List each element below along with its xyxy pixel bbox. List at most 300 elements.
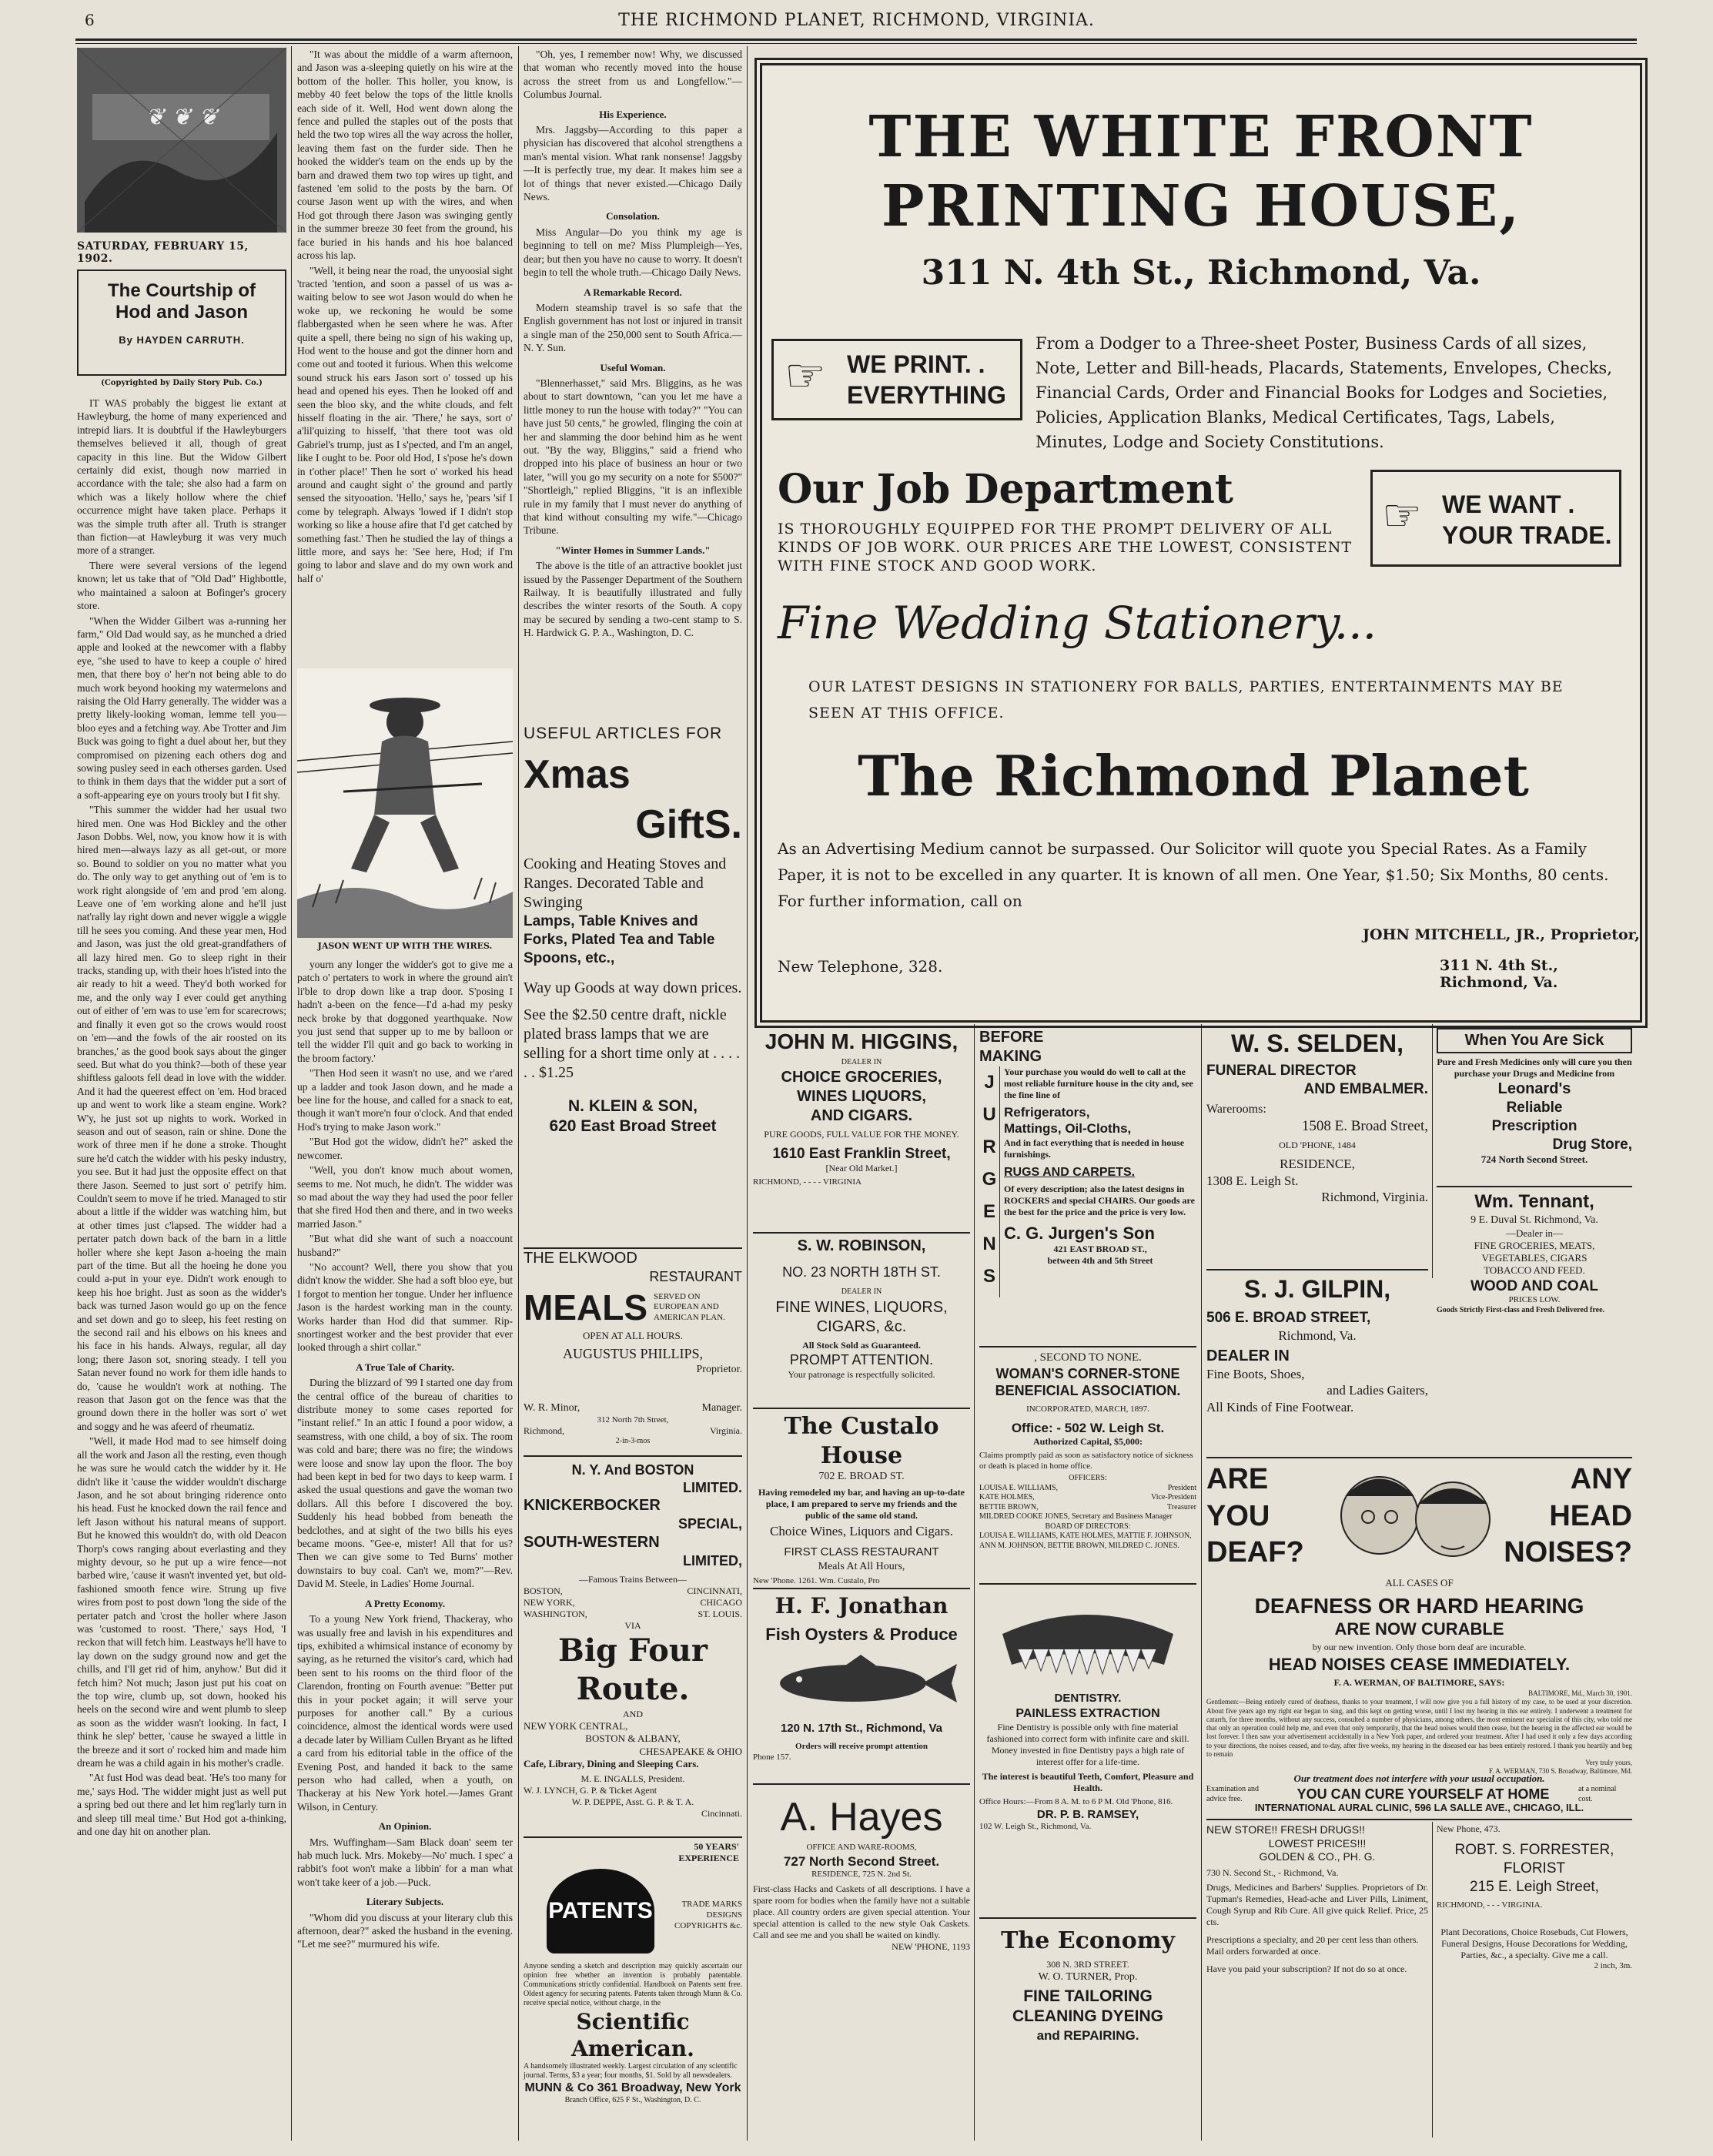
item-heading: Literary Subjects. <box>366 1896 444 1908</box>
bigfour-city-line: Cincinnati. <box>701 1808 742 1819</box>
jurgens-refrig: Refrigerators, <box>1004 1105 1090 1120</box>
wa-directors: LOUISA E. WILLIAMS, KATE HOLMES, MATTIE F. JOHNSON, ANN M. JOHNSON, BETTIE BROWN, MILDRED C. JONES. <box>979 1532 1192 1550</box>
header-rule <box>75 38 1637 41</box>
deaf-by: by our new invention. Only those born deaf are incurable. <box>1312 1642 1527 1652</box>
golden-new: NEW STORE!! FRESH DRUGS!! <box>1206 1823 1365 1836</box>
ad-separator <box>979 1917 1196 1919</box>
wa-officer: LOUISA E. WILLIAMS, <box>979 1483 1059 1492</box>
story-paragraph: "Well, it made Hod mad to see himself doing all the work and Jason all the resting, even though he was sure he would catch the widder by it. He didn't like it 'cause the widder wouldn't discharge Jason, and he sot about bringing riderence onto his head. Fust he knocked down the rail fence and left Jason without his natural means of support. But he knowed this wouldn't do, with old Deacon Thorp's cows ranging about everlasting and they mighty devour, so he put up a wire fence—not barbed wire, 'cause it wasn't invented yet, but old-fashioned smooth fence wire. Strung up five wires from post to post down 'long the side of the pertater patch and 'crost the holler where Jason was 'customed to roost. 'There,' says Hod, 'I reckon that will fetch him. Leastways he'll have to lay down on the sudgy ground now and get the chills, and I'll get rid of him, anyhow.' But did it fetch him? Not much; Jason just put his coat on the top wire, clumb up, sot down, hooked his heels on the second wire and went plumb to sleep as soon as the widder wasn't looking. In fact, I think he slep' better, 'cause he swayed a little in the breeze and it sort o' rocked him and made him dream he was a child again in his mother's cradle. <box>77 1435 286 1769</box>
golden-ad <box>1206 1823 1428 2139</box>
bigfour-route: Big Four Route. <box>558 1632 708 1707</box>
robinson-all: All Stock Sold as Guaranteed. <box>802 1340 921 1351</box>
jurgens-letter: S <box>982 1266 995 1287</box>
wf-designs: OUR LATEST DESIGNS IN STATIONERY FOR BALLS, PARTIES, ENTERTAINMENTS MAY BE SEEN AT THIS OFFICE. <box>808 678 1564 721</box>
story-title-1: The Courtship of <box>108 280 256 301</box>
item-heading: Consolation. <box>606 210 660 223</box>
svg-text:❦ ❦ ❦: ❦ ❦ ❦ <box>145 104 219 131</box>
wa-name: WOMAN'S CORNER-STONE <box>995 1365 1180 1381</box>
bigfour-line4: SPECIAL, <box>678 1516 742 1532</box>
patents-body: Anyone sending a sketch and description may quickly ascertain our opinion free whether an invention is probably patentable. Communications strictly confidential. Handbook on Patents sent free. Oldest agency for securing patents. Patents taken through Munn & Co. receive special notice, without charge, in the <box>524 1962 742 2008</box>
custalo-meals: Meals At All Hours, <box>818 1560 905 1572</box>
gilpin-ad <box>1206 1274 1428 1455</box>
item-text: The above is the title of an attractive booklet just issued by the Passenger Department of the Southern Railway. It is beautifully illustrated and fully describes the winter resorts of the South. A copy may be secured by sending a two-cent stamp to S. H. Hardwick G. P. A., Washington, D. C. <box>524 560 742 639</box>
economy-address: 308 N. 3RD STREET. <box>1046 1958 1129 1970</box>
story-paragraph: "At fust Hod was dead beat. 'He's too many for me,' says Hod. 'The widder might just as well put a spring bed out there and let him reg'larly turn in and sleep till meal time.' But Hod got a-thinking, and one day hit on another plan. <box>77 1772 286 1838</box>
wf-description: From a Dodger to a Three-sheet Poster, Business Cards of all sizes, Note, Letter and Bill-heads, Placards, Statements, Envelopes, Checks, Financial Cards, Order and Financial Books for Lodges and Societies, Policies, Application Blanks, Medical Certificates, Tags, Labels, Minutes, Lodge and Society Constitutions. <box>1035 334 1612 451</box>
item-text: During the blizzard of '99 I started one day from the central office of the bureau of charities to distribute money to some cases reported for "instant relief." In an attic I found a poor widow, a seamstress, with one child, a boy of six. The room was cold and bare; there was no fire; the windows were loose and snow lay upon the floor. The boy had been kept in bed for two days to keep warm. I asked the usual questions and gave the woman two dollars. All this before I discovered the boy. Suddenly his head bobbed from beneath the bedclothes, and at sight of the two bills his eyes became moons. "Gee-e, mister! All that for us? Then we can give some to Ted Burns' mother downstairs to buy coal. Can't we, mom?"—Rev. David M. Steele, in Ladies' Home Journal. <box>297 1377 513 1590</box>
golden-prescriptions: Prescriptions a specialty, and 20 per cent less than others. Mail orders forwarded at once. <box>1206 1933 1419 1957</box>
bigfour-city: BOSTON, <box>524 1585 563 1596</box>
wf-advertising: As an Advertising Medium cannot be surpassed. Our Solicitor will quote you Special Rates. As a Family Paper, it is not to be excelled in any quarter. It is known of all men. One Year, $1.50; Six Months, 80 cents. For further information, call on <box>778 839 1609 910</box>
dentistry-address: 102 W. Leigh St., Richmond, Va. <box>979 1822 1092 1832</box>
wa-claims: Claims promptly paid as soon as satisfactory notice of sickness or death is placed in home office. <box>979 1450 1193 1471</box>
bigfour-city: WASHINGTON, <box>524 1609 587 1619</box>
bigfour-line1: N. Y. And BOSTON <box>571 1462 694 1478</box>
wf-proprietor: JOHN MITCHELL, JR., Proprietor, <box>1363 926 1640 943</box>
wa-officer-title: Treasurer <box>1167 1502 1196 1512</box>
item-text: To a young New York friend, Thackeray, who was usually free and lavish in his expenditures and tips, exhibited a whimsical instance of economy by saying, as he returned the visitor's card, which had been sent to his rooms on the third floor of the Clarendon, fronting on Fourth avenue: "Better put this in your pocket again; it will serve your purposes for another call." By a curious coincidence, almost the identical words were used a decade later by William Cullen Bryant as he lifted a card from his editorial table in the office of the Evening Post, and handed it back to the same person who had called, when a youth, on Thackeray at his New York hotel.—James Grant Wilson, in Century. <box>297 1613 513 1813</box>
jonathan-phone: Phone 157. <box>753 1753 791 1762</box>
story-paragraph: "But Hod got the widow, didn't he?" asked the newcomer. <box>297 1136 513 1161</box>
wf-title-1: THE WHITE FRONT <box>868 104 1534 170</box>
deaf-head-noises: HEAD NOISES CEASE IMMEDIATELY. <box>1268 1655 1571 1674</box>
deaf-nominal: at a nominal cost. <box>1578 1785 1617 1803</box>
elkwood-address: 312 North 7th Street, <box>597 1414 669 1424</box>
tennant-dealer: —Dealer in— <box>1505 1227 1563 1239</box>
jonathan-orders: Orders will receive prompt attention <box>795 1742 928 1752</box>
wa-officer-title: President <box>1167 1483 1196 1492</box>
xmas-useful: USEFUL ARTICLES FOR <box>524 725 723 742</box>
bigfour-p2: W. J. LYNCH, G. P. & Ticket Agent <box>524 1785 657 1796</box>
leonard-address: 724 North Second Street. <box>1480 1153 1588 1166</box>
dentistry-body: Fine Dentistry is possible only with fine material fashioned into correct form with infinite care and skill. Money invested in fine Dentistry pays a high rate of interest offer for a life-time. <box>986 1721 1189 1767</box>
dentistry-ad <box>979 1588 1196 1915</box>
selden-res: RESIDENCE, <box>1280 1157 1355 1172</box>
wa-officer-title: Vice-President <box>1151 1493 1196 1502</box>
higgins-near: [Near Old Market.] <box>825 1163 898 1174</box>
deaf-yours: Very truly yours, <box>1585 1759 1632 1766</box>
wf-job-dept: Our Job Department <box>778 466 1233 513</box>
economy-clean: CLEANING DYEING <box>1012 2007 1163 2026</box>
robinson-prompt: PROMPT ATTENTION. <box>789 1352 934 1368</box>
elkwood-meals: MEALS <box>524 1287 647 1327</box>
deaf-date: BALTIMORE, Md., March 30, 1901. <box>1528 1689 1632 1697</box>
bigfour-via: VIA <box>624 1620 641 1631</box>
robinson-line1: FINE WINES, LIQUORS, <box>775 1299 948 1316</box>
item-text: Mrs. Wuffingham—Sam Black doan' seem ter hab much luck. Mrs. Mokeby—No' much. I spec' a rabbit's foot won't make a libbin' for a man what won't take keer of a job.—Puck. <box>297 1836 513 1888</box>
bigfour-city: NEW YORK, <box>524 1597 575 1608</box>
ad-separator <box>1206 1269 1428 1270</box>
higgins-city: RICHMOND, - - - - VIRGINIA <box>753 1177 862 1187</box>
robinson-dealer: DEALER IN <box>841 1287 882 1296</box>
wf-print-2: EVERYTHING <box>847 381 1006 409</box>
bigfour-line3: KNICKERBOCKER <box>524 1497 661 1514</box>
patents-branch: Branch Office, 625 F St., Washington, D. C. <box>564 2096 701 2105</box>
item-text: Miss Angular—Do you think my age is beginning to tell on me? Miss Plumpleigh—Yes, dear; but then you have no cause to worry. It doesn't begin to tell the whole truth.—Chicago Daily News. <box>524 226 742 279</box>
deaf-letter: Gentlemen:—Being entirely cured of deafness, thanks to your treatment, I will now give you a full history of my case, to be used at your discretion. About five years ago my right ear began to sing, and this kept on getting worse, until I lost my hearing in this ear entirely. I underwent a treatment for catarrh, for three months, without any success, consulted a number of physicians, among others, the most eminent ear specialist of this city, who told me that only an operation could help me, and even that only temporarily, that the head noises would then cease, but the hearing in the affected ear would be lost forever. I then saw your advertisement accidentally in a New York paper, and ordered your treatment. After I had used it only a few days according to your directions, the noises ceased, and to-day, after five weeks, my hearing in the diseased ear has been entirely restored. I thank you heartily and beg to remain <box>1206 1698 1632 1758</box>
column-rule <box>747 46 748 2141</box>
xmas-body: Cooking and Heating Stoves and Ranges. Decorated Table and Swinging <box>524 855 727 912</box>
tennant-line4: WOOD AND COAL <box>1470 1277 1599 1294</box>
custalo-body: Having remodeled my bar, and having an up-to-date place, I am prepared to serve my friends and the public of the same old stand. <box>758 1486 965 1521</box>
jurgens-name: C. G. Jurgen's Son <box>1004 1223 1155 1243</box>
bigfour-p1: M. E. INGALLS, President. <box>580 1773 685 1784</box>
higgins-line3: AND CIGARS. <box>810 1106 913 1124</box>
story-paragraph: "No account? Well, there you show that you didn't know the widder. She had a soft bloo eye, but I forgot to mention her tongue. Under her influence Jason is the hardest working man in the county. Works harder than Hod did that summer. Rip-snortingest worker and the best provider that ever looked through a shirt collar." <box>297 1260 513 1354</box>
bigfour-city: ST. LOUIS. <box>698 1609 742 1619</box>
wa-officers: OFFICERS: <box>1069 1474 1107 1483</box>
wa-assoc: BENEFICIAL ASSOCIATION. <box>995 1383 1181 1399</box>
gifts-title: GiftS. <box>635 802 742 848</box>
jurgens-body-3: Of every description; also the latest designs in ROCKERS and special CHAIRS. Our goods are the best for the price and the price is very low. <box>1004 1183 1195 1217</box>
patents-ad <box>524 1836 742 2142</box>
jurgens-making: MAKING <box>979 1048 1042 1065</box>
deaf-any: ANY <box>1570 1463 1632 1495</box>
bigfour-line6: LIMITED, <box>683 1552 742 1568</box>
xmas-way: Way up Goods at way down prices. <box>524 979 742 996</box>
forrester-name: ROBT. S. FORRESTER, <box>1454 1842 1614 1858</box>
selden-res-address: 1308 E. Leigh St. <box>1206 1173 1299 1188</box>
deaf-treatment: Our treatment does not interfere with your usual occupation. <box>1293 1773 1545 1784</box>
higgins-address: 1610 East Franklin Street, <box>772 1145 951 1162</box>
jurgens-body-2: And in fact everything that is needed in house furnishings. <box>1004 1137 1185 1160</box>
bigfour-ba: BOSTON & ALBANY, <box>585 1732 681 1745</box>
higgins-ad <box>753 1028 970 1228</box>
ad-separator <box>1437 1186 1632 1187</box>
wf-want-2: YOUR TRADE. <box>1442 521 1612 549</box>
jonathan-address: 120 N. 17th St., Richmond, Va <box>780 1721 943 1735</box>
wf-job-desc: IS THOROUGHLY EQUIPPED FOR THE PROMPT DELIVERY OF ALL KINDS OF JOB WORK. OUR PRICES ARE THE LOWEST, CONSISTENT WITH FINE STOCK AND GOOD WORK. <box>778 521 1353 574</box>
gilpin-city: Richmond, Va. <box>1278 1327 1357 1343</box>
deaf-signature: F. A. WERMAN, 730 S. Broadway, Baltimore, Md. <box>1488 1767 1632 1776</box>
deaf-clinic: INTERNATIONAL AURAL CLINIC, 596 LA SALLE AVE., CHICAGO, ILL. <box>1254 1802 1584 1813</box>
hayes-phone: NEW 'PHONE, 1193 <box>892 1940 970 1952</box>
bigfour-nyc: NEW YORK CENTRAL, <box>524 1720 628 1732</box>
higgins-line2: WINES LIQUORS, <box>797 1087 926 1105</box>
story-paragraph: "Well, it being near the road, the unyoosial sight 'tracted 'tention, and soon a passel of us was a-waiting below to see wot Jason would do when he woke up, we reckoning he would be some flabbergasted when he seen where he was. After quite a spell, there being no sign of his waking up, Hod went to the house and got the dinner horn and come out and tooted it furious. When this welcome sound struck his ears Jason sort o' tossed up his head and opened his eyes. Then he looked off and seen the bloo sky, and the white clouds, and felt hisself floating in the air. 'There,' he says, sort o' a'lil'quizing to hisself, 'that there toot was old Gabriel's trump, just as I s'pected, and I'm an angel, like I ought to be. Poor old Hod, I s'pose he's down in t'other place!' Then he sort o' worked his head around and caught sight o' the ground and partly sensed the sityooation. 'Hello,' says he, 'pears 'sif I come by telegraph. Always 'lowed if I didn't stop working so like a house afire that I'd get catched by something fast.' Then he studied the lay of things a little more, and says he: 'See here, Hod; if I'm going to labor and slave and do my own work and half o' <box>297 264 513 584</box>
leonard-reliable: Reliable <box>1506 1100 1563 1116</box>
bigfour-co: CHESAPEAKE & OHIO <box>639 1745 742 1757</box>
dentures-icon <box>979 1603 1196 1688</box>
hayes-address: 727 North Second Street. <box>783 1853 940 1869</box>
jurgens-letter: G <box>982 1169 997 1190</box>
listening-faces-icon <box>1306 1461 1522 1577</box>
forrester-phone: New Phone, 473. <box>1437 1823 1501 1834</box>
selden-name: W. S. SELDEN, <box>1230 1029 1404 1057</box>
hayes-residence: RESIDENCE, 725 N. 2nd St. <box>811 1870 912 1879</box>
selden-fd: FUNERAL DIRECTOR <box>1206 1063 1357 1079</box>
dentistry-interest: The interest is beautiful Teeth, Comfort, Pleasure and Health. <box>982 1770 1194 1793</box>
story-paragraph: There were several versions of the legend known; let us take that of "Old Dad" Highbottle, who maintained a saloon at Bofinger's grocery store. <box>77 559 286 612</box>
selden-ad <box>1206 1028 1428 1267</box>
story-title-box <box>77 270 286 376</box>
wa-inc: INCORPORATED, MARCH, 1897. <box>1026 1404 1149 1414</box>
man-figure-icon: ☞ <box>1382 489 1422 541</box>
wf-title-2: PRINTING HOUSE, <box>881 173 1521 239</box>
wf-we-print-box <box>771 339 1022 420</box>
bigfour-city: CHICAGO <box>700 1597 742 1608</box>
item-heading: A True Tale of Charity. <box>356 1361 454 1373</box>
economy-fine: FINE TAILORING <box>1023 1987 1153 2005</box>
vignette-illustration <box>77 48 286 233</box>
tennant-line1: FINE GROCERIES, MEATS, <box>1474 1239 1595 1251</box>
jurgens-between: between 4th and 5th Street <box>1047 1255 1153 1266</box>
gilpin-line1: Fine Boots, Shoes, <box>1206 1367 1305 1381</box>
elkwood-term: 2-in-3-mos <box>615 1437 651 1446</box>
elkwood-open: OPEN AT ALL HOURS. <box>582 1330 684 1341</box>
selden-address: 1508 E. Broad Street, <box>1301 1117 1428 1134</box>
xmas-body-2: Lamps, Table Knives and Forks, Plated Tea and Table Spoons, etc., <box>524 913 715 966</box>
elkwood-ad <box>524 1247 742 1403</box>
patents-weekly: A handsomely illustrated weekly. Largest circulation of any scientific journal. Terms, $3 a year; four months, $1. Sold by all newsdealers. <box>524 2062 738 2081</box>
tennant-line2: VEGETABLES, CIGARS <box>1481 1252 1588 1264</box>
jurgens-ad <box>979 1028 1196 1344</box>
golden-body: Drugs, Medicines and Barbers' Supplies. Proprietors of Dr. Tupman's Remedies, Head-ache and Liver Pills, Liniment, Cough Syrup and Rib Cure. All give quick Relief. Price, 25 cts. <box>1206 1881 1428 1927</box>
wa-officer: BETTIE BROWN, <box>979 1502 1039 1512</box>
column-rule <box>291 46 292 2141</box>
jurgens-matt: Mattings, Oil-Cloths, <box>1004 1121 1132 1137</box>
bigfour-and: AND <box>623 1709 643 1719</box>
column-rule <box>1432 1024 1433 1278</box>
item-heading: A Remarkable Record. <box>584 286 682 298</box>
tennant-name: Wm. Tennant, <box>1474 1191 1594 1212</box>
deaf-curable: ARE NOW CURABLE <box>1334 1619 1504 1639</box>
leonard-ad <box>1437 1028 1632 1182</box>
forrester-body: Plant Decorations, Choice Rosebuds, Cut Flowers, Funeral Designs, House Decorations for Wedding, Parties, &c., a specialty. Give me a call. <box>1440 1927 1628 1960</box>
issue-date: SATURDAY, FEBRUARY 15, 1902. <box>77 240 249 265</box>
story-paragraph: "Then Hod seen it wasn't no use, and we r'ared up a ladder and took Jason down, and he made a bee line for the house, and called for a snack to eat, though it wan't more'n four o'clock. And that ended Hod's trying to make Jason work." <box>297 1067 513 1133</box>
ad-separator <box>753 1588 970 1589</box>
custalo-first: FIRST CLASS RESTAURANT <box>784 1545 939 1558</box>
story-column-2 <box>297 48 513 664</box>
jason-illustration <box>297 668 513 938</box>
jurgens-letter: E <box>982 1201 995 1222</box>
wf-richmond-planet: The Richmond Planet <box>858 743 1529 808</box>
economy-owner: W. O. TURNER, Prop. <box>1038 1970 1138 1983</box>
gilpin-line3: All Kinds of Fine Footwear. <box>1206 1399 1354 1414</box>
economy-name: The Economy <box>1001 1927 1175 1954</box>
xmas-centre: See the $2.50 centre draft, nickle plated brass lamps that we are selling for a short time only at . . . . . . $1.25 <box>524 1006 741 1081</box>
leonard-body: Pure and Fresh Medicines only will cure you then purchase your Drugs and Medicine from <box>1437 1056 1632 1079</box>
ad-separator <box>753 1783 970 1785</box>
tennant-line3: TOBACCO AND FEED. <box>1484 1264 1585 1277</box>
story-title-2: Hod and Jason <box>115 302 249 323</box>
forrester-city: RICHMOND, - - - VIRGINIA. <box>1437 1900 1543 1910</box>
column-rule <box>974 1024 975 2141</box>
tennant-goods: Goods Strictly First-class and Fresh Delivered free. <box>1437 1306 1605 1314</box>
item-heading: An Opinion. <box>378 1820 432 1833</box>
item-text: "Whom did you discuss at your literary club this afternoon, dear?" asked the husband in the evening. "Let me see?" murmured his wife. <box>297 1911 513 1950</box>
wf-we-want-box <box>1370 470 1621 567</box>
patents-marks: TRADE MARKS <box>681 1900 742 1909</box>
dentistry-painless: PAINLESS EXTRACTION <box>1015 1706 1160 1720</box>
header-rule-thin <box>75 43 1637 44</box>
tennant-low: PRICES LOW. <box>1508 1295 1561 1305</box>
story-paragraph: "Well, you don't know much about women, seems to me. Not much, he didn't. The widder was so mad about the way they had used the poor feller that she fired Hod then and there, and in two weeks married Jason." <box>297 1164 513 1230</box>
item-heading: Useful Woman. <box>600 361 666 373</box>
custalo-address: 702 E. BROAD ST. <box>818 1471 905 1482</box>
wf-telephone: New Telephone, 328. <box>778 957 943 976</box>
item-heading: A Pretty Economy. <box>364 1597 446 1609</box>
deaf-all: ALL CASES OF <box>1385 1577 1454 1589</box>
ad-separator <box>1206 1819 1632 1820</box>
ad-separator <box>979 1583 1196 1585</box>
big-four-ad <box>524 1455 742 1838</box>
forrester-florist: FLORIST <box>1503 1860 1566 1876</box>
tennant-address: 9 E. Duval St. Richmond, Va. <box>1470 1214 1598 1226</box>
gilpin-name: S. J. GILPIN, <box>1243 1275 1391 1303</box>
story-column-2-cont <box>297 958 513 2141</box>
selden-phone: OLD 'PHONE, 1484 <box>1279 1140 1356 1151</box>
elkwood-served: SERVED ON EUROPEAN AND AMERICAN PLAN. <box>654 1291 725 1323</box>
item-heading: "Winter Homes in Summer Lands." <box>555 544 711 556</box>
jurgens-letter: U <box>982 1104 996 1125</box>
deafness-ad <box>1206 1461 1632 1816</box>
deaf-werman: F. A. WERMAN, OF BALTIMORE, SAYS: <box>1333 1677 1505 1688</box>
story-column-1 <box>77 397 286 2141</box>
item-text: "Oh, yes, I remember now! Why, we discussed that woman who recently moved into the house across the street from us and Longfellow."—Columbus Journal. <box>524 49 742 101</box>
deaf-cure: YOU CAN CURE YOURSELF AT HOME <box>1296 1786 1550 1803</box>
patents-copy: COPYRIGHTS &c. <box>674 1920 742 1930</box>
item-text: "Blennerhasset," said Mrs. Bliggins, as he was about to start downtown, "can you let me have a little money to run the house with today?" "You can have just 50 cents," he growled, flinging the coin at her and slamming the door behind him as he went out. "By the way, Bliggins," said a friend who dropped into his place of business an hour or two later, "will you go my security on a note for $500?" "Shortleigh," replied Bliggins, "it is an inflexible rule in my family that I must never do anything of that kind without consulting my wife."—Chicago Tribune. <box>524 377 742 537</box>
column-rule <box>518 46 519 2141</box>
selden-ware: Warerooms: <box>1206 1102 1266 1116</box>
hayes-office: OFFICE AND WARE-ROOMS, <box>806 1843 917 1852</box>
jurgens-letter: J <box>984 1072 995 1093</box>
leonard-store: Drug Store, <box>1552 1136 1632 1153</box>
gilpin-line2: and Ladies Gaiters, <box>1327 1383 1428 1398</box>
bigfour-trains: —Famous Trains Between— <box>578 1574 687 1585</box>
patents-designs: DESIGNS <box>706 1910 742 1920</box>
dentistry-hours: Office Hours:—From 8 A. M. to 6 P M. Old 'Phone, 816. <box>979 1796 1173 1806</box>
story-paragraph: "But what did she want of such a noaccount husband?" <box>297 1233 513 1258</box>
item-text: Mrs. Jaggsby—According to this paper a physician has discovered that alcohol strengthens a man's mental vision. What rank nonsense! Jaggsby—It is perfectly true, my dear. It makes him see a lot of things that never existed.—Chicago Daily News. <box>524 124 742 203</box>
bigfour-p3: W. P. DEPPE, Asst. G. P. & T. A. <box>571 1796 694 1807</box>
golden-address: 730 N. Second St., - Richmond, Va. <box>1206 1866 1339 1878</box>
xmas-title: Xmas <box>524 752 631 798</box>
jurgens-address: 421 EAST BROAD ST., <box>1053 1244 1147 1254</box>
wf-address: 311 N. 4th St., Richmond, Va. <box>921 253 1481 293</box>
hayes-body: First-class Hacks and Caskets of all descriptions. I have a spare room for bodies when the family have not a suitable place. All country orders are given special attention. Your special attention is called to the new style Oak Caskets. Call and see me and you shall be waited on kindly. <box>753 1883 970 1940</box>
heartstrings-vignette <box>77 48 286 233</box>
column-rule <box>1432 1822 1433 2138</box>
column-rule <box>1201 1024 1202 2141</box>
hayes-ad <box>753 1788 970 2138</box>
patents-lamp-emblem <box>547 1869 654 1953</box>
elkwood-owner: AUGUSTUS PHILLIPS, <box>562 1346 704 1362</box>
gilpin-address: 506 E. BROAD STREET, <box>1206 1310 1371 1326</box>
deaf-head: HEAD <box>1549 1499 1632 1532</box>
elkwood-city: Richmond, <box>524 1425 564 1437</box>
xmas-gifts-ad <box>524 724 742 1247</box>
economy-ad <box>979 1922 1196 2114</box>
wa-board: BOARD OF DIRECTORS: <box>1045 1522 1131 1531</box>
golden-subscription: Have you paid your subscription? If not do so at once. <box>1206 1963 1407 1974</box>
deaf-exam: Examination and advice free. <box>1206 1785 1260 1803</box>
paper-title: THE RICHMOND PLANET, RICHMOND, VIRGINIA. <box>618 11 1095 30</box>
wa-office: Office: - 502 W. Leigh St. <box>1011 1420 1165 1435</box>
gilpin-dealer: DEALER IN <box>1206 1348 1290 1364</box>
jurgens-letter: N <box>982 1234 996 1254</box>
robinson-name: S. W. ROBINSON, <box>797 1237 926 1254</box>
wa-capital: Authorized Capital, $5,000: <box>1033 1435 1143 1447</box>
womans-association-ad <box>979 1351 1196 1582</box>
ad-separator <box>753 1408 970 1409</box>
xmas-address: 620 East Broad Street <box>549 1116 717 1135</box>
robinson-patronage: Your patronage is respectfully solicited. <box>788 1368 935 1380</box>
ad-separator <box>1206 1457 1632 1458</box>
dentistry-dr: DR. P. B. RAMSEY, <box>1036 1807 1139 1821</box>
elkwood-manager-label: Manager. <box>701 1402 742 1414</box>
custalo-choice: Choice Wines, Liquors and Cigars. <box>770 1523 953 1538</box>
leonard-when: When You Are Sick <box>1437 1028 1632 1053</box>
patents-years: 50 YEARS' EXPERIENCE <box>678 1841 739 1863</box>
deaf-noises: NOISES? <box>1504 1536 1632 1568</box>
robinson-line2: CIGARS, &c. <box>816 1318 907 1335</box>
fish-icon <box>753 1649 970 1718</box>
ad-separator <box>753 1232 970 1234</box>
elkwood-title: THE ELKWOOD <box>524 1250 637 1267</box>
deaf-are: ARE <box>1206 1463 1269 1495</box>
story-byline: By HAYDEN CARRUTH. <box>119 334 245 346</box>
story-paragraph: "It was about the middle of a warm afternoon, and Jason was a-sleeping quietly on his wire at the bottom of the holler. This holler, you know, is mebby 40 feet below the tops of the little knolls each side of it. Well, Hod went down along the fence and pulled the staples out of the posts that held the two top wires all the way across the holler, leaving them fast on the furder side. Then he hooked the widder's team on the ends up by the barn and drawed them two top wires up tight, and fastened 'em solid to the posts by the barn. Of course Jason went up with the wires, and when Hod got through there Jason was swinging gently in the summer breeze 30 feet from the ground, his face buried in his hands and his hoe balanced across his lap. <box>297 49 513 262</box>
custalo-name: The Custalo House <box>784 1413 939 1469</box>
wf-want-1: WE WANT . <box>1442 490 1575 518</box>
forrester-ad <box>1437 1823 1632 2139</box>
xmas-firm: N. KLEIN & SON, <box>567 1096 698 1115</box>
elkwood-state: Virginia. <box>709 1425 742 1437</box>
wf-prop-address: 311 N. 4th St., Richmond, Va. <box>1440 957 1558 991</box>
elkwood-ad-footer <box>524 1401 742 1452</box>
wa-second: , SECOND TO NONE. <box>1034 1351 1142 1364</box>
hayes-name: A. Hayes <box>780 1795 943 1840</box>
deaf-you: YOU <box>1206 1499 1270 1532</box>
wf-print-1: WE PRINT. . <box>847 350 985 378</box>
jonathan-ad <box>753 1592 970 1781</box>
golden-name: GOLDEN & CO., PH. G. <box>1259 1850 1376 1863</box>
selden-emb: AND EMBALMER. <box>1303 1080 1428 1097</box>
jurgens-letter: R <box>982 1137 996 1157</box>
wa-secretary: MILDRED COOKE JONES, Secretary and Business Manager <box>979 1512 1173 1522</box>
elkwood-manager: W. R. Minor, <box>524 1402 580 1414</box>
robinson-address: NO. 23 NORTH 18TH ST. <box>782 1264 941 1280</box>
item-heading: His Experience. <box>599 108 667 120</box>
higgins-dealer: DEALER IN <box>841 1058 882 1066</box>
page-number: 6 <box>85 11 95 29</box>
golden-low: LOWEST PRICES!!! <box>1268 1836 1367 1850</box>
dentistry-title: DENTISTRY. <box>1054 1692 1122 1705</box>
jurgens-rugs: RUGS AND CARPETS. <box>1004 1165 1136 1179</box>
economy-repair: and REPAIRING. <box>1036 2027 1139 2043</box>
story-paragraph: IT WAS probably the biggest lie extant at Hawleyburg, the home of many experienced and intrepid liars. It is doubtful if the Hawleyburgers themselves believed it all, though of great capacity in this line. But the Widow Gilbert certainly did exist, though now married in accordance with the tale; she also had a farm on which was a likely hollow where the chief occurrence might have taken place. Perhaps it was the simple truth after all. Truth is stranger than fiction—at Hawleyburg it was very much more of a stranger. <box>77 397 286 557</box>
deaf-deaf: DEAF? <box>1206 1536 1304 1568</box>
jonathan-fish: Fish Oysters & Produce <box>765 1625 958 1644</box>
jurgens-body: Your purchase you would do well to call at the most reliable furniture house in the city and, see the fine line of <box>1004 1066 1193 1100</box>
jonathan-name: H. F. Jonathan <box>775 1593 949 1619</box>
elkwood-sub: RESTAURANT <box>649 1269 742 1284</box>
jason-on-wires-drawing <box>297 668 513 938</box>
white-front-ad <box>754 58 1648 1028</box>
wa-officer: KATE HOLMES, <box>979 1493 1035 1502</box>
bigfour-city: CINCINNATI, <box>687 1585 742 1596</box>
jurgens-before: BEFORE <box>979 1029 1044 1046</box>
deaf-deafness: DEAFNESS OR HARD HEARING <box>1254 1594 1584 1618</box>
leonard-prescription: Prescription <box>1491 1117 1577 1134</box>
bigfour-cafe: Cafe, Library, Dining and Sleeping Cars. <box>524 1757 699 1769</box>
story-paragraph: yourn any longer the widder's got to give me a patch o' pertaters to work in where the ground ain't li'ble to drop down like a trap door. S'posing I hadn't a-been on the fence—I'd a-had my pesky neck broke by that doggoned yearthquake. Now you just send that supper up to me by balloon or tell the widder I'll quit and go back to working in the broom factory.' <box>297 959 513 1064</box>
higgins-line1: CHOICE GROCERIES, <box>781 1068 942 1086</box>
story-paragraph: "When the Widder Gilbert was a-running her farm," Old Dad would say, as he munched a dried apple and looked at the newcomer with a flabby eye, "she used to have to keep a couple o' hired men, that there boy o' her'n not being able to do much work beyond hooking my watermelons and raising the Old Harry generally. The widder was a pretty likely-looking woman, lemme tell you—bloo eyes and a fetching way. Abe Trotter and Jim Buck was going to fight a duel about her, but they compromised on pizening each others dog and sowing pusley seed in each otherses garden. Used to think in them days that the widder put a sort of a soft-appearing eye on yours trooly but I fit shy. <box>77 614 286 801</box>
